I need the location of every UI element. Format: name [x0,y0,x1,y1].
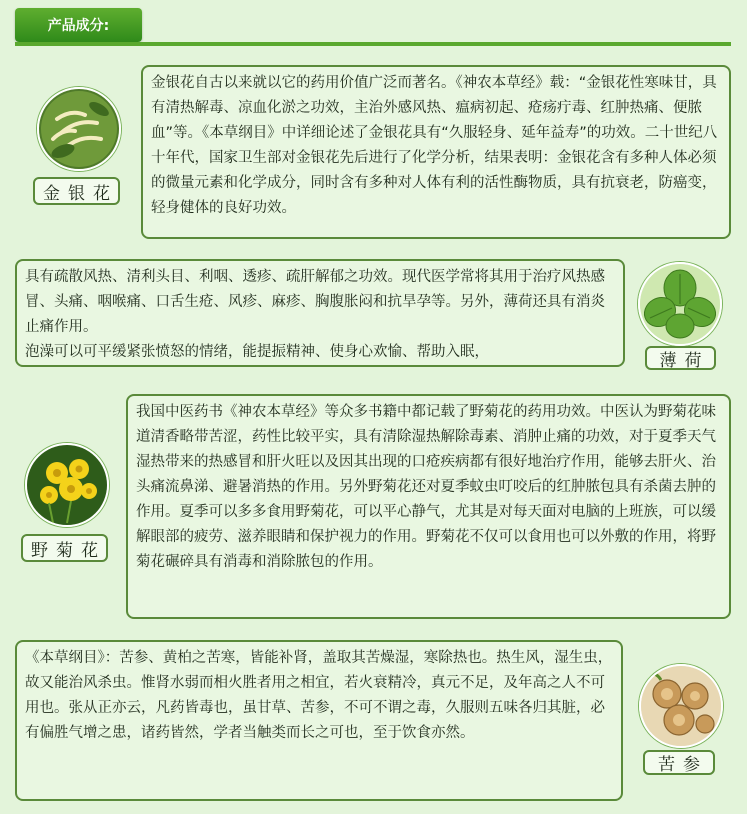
wild-chrysanthemum-label-text: 野菊花 [31,540,106,561]
section-title [15,8,142,42]
sophora-root-image [639,664,723,748]
wild-chrysanthemum-image [25,443,109,527]
wild-chrysanthemum-description-card [126,394,731,619]
wild-chrysanthemum-description: 我国中医药书《神农本草经》等众多书籍中都记载了野菊花的药用功效。中医认为野菊花味道清香略带苦涩，药性比较平实，具有清除湿热解除毒素、消肿止痛的功效，对于夏季天气湿热带来的热感冒和肝火旺以及因其出现的口疮疾病都有很好地治疗作用，能够去肝火、治头痛流鼻涕、避暑消热的作用。另外野菊花还对夏季蚊虫叮咬后的红肿脓包具有杀菌去肿的作用。夏季可以多多食用野菊花，可以平心静气，尤其是对每天面对电脑的上班族，可以缓解眼部的疲劳、滋养眼睛和保护视力的作用。野菊花不仅可以食用也可以外敷的作用，将野菊花碾碎具有消毒和消除脓包的作用。 [136,404,716,570]
section-title-underline [15,42,731,46]
section-title-text: 产品成分: [47,18,110,34]
sophora-label-text: 苦参 [658,755,708,775]
mint-description-bath: 泡澡可以可平缓紧张愤怒的情绪，能提振精神、使身心欢愉、帮助入眠， [25,344,489,360]
honeysuckle-description-card [141,65,731,239]
honeysuckle-label-text: 金银花 [43,183,118,204]
honeysuckle-label [33,177,120,205]
mint-description: 具有疏散风热、清利头目、利咽、透疹、疏肝解郁之功效。现代医学常将其用于治疗风热感冒、头痛、咽喉痛、口舌生疮、风疹、麻疹、胸腹胀闷和抗旱孕等。另外，薄荷还具有消炎止痛作用。 [25,269,605,335]
mint-label-text: 薄荷 [659,350,710,371]
mint-image [638,262,722,346]
mint-description-card [15,259,625,367]
sophora-label [643,750,715,775]
honeysuckle-description: 金银花自古以来就以它的药用价值广泛而著名。《神农本草经》载：“金银花性寒味甘，具有清热解毒、凉血化淤之功效，主治外感风热、瘟病初起、疮疡疔毒、红肿热痛、便脓血”等。《本草纲目》中详细论述了金银花具有“久服轻身、延年益寿”的功效。二十世纪八十年代，国家卫生部对金银花先后进行了化学分析，结果表明：金银花含有多种人体必须的微量元素和化学成分，同时含有多种对人体有利的活性酶物质，具有抗衰老，防癌变，轻身健体的良好功效。 [151,75,718,216]
honeysuckle-image [37,87,121,171]
sophora-description: 《本草纲目》：苦参、黄柏之苦寒，皆能补肾，盖取其苦燥湿，寒除热也。热生风，湿生虫，故又能治风杀虫。惟肾水弱而相火胜者用之相宜，若火衰精冷，真元不足，及年高之人不可用也。张从正亦云，凡药皆毒也，虽甘草、苦参，不可不谓之毒，久服则五味各归其脏，必有偏胜气增之患，诸药皆然，学者当触类而长之可也，至于饮食亦然。 [25,650,613,741]
mint-label [645,346,716,370]
wild-chrysanthemum-label [21,534,108,562]
sophora-description-card [15,640,623,801]
